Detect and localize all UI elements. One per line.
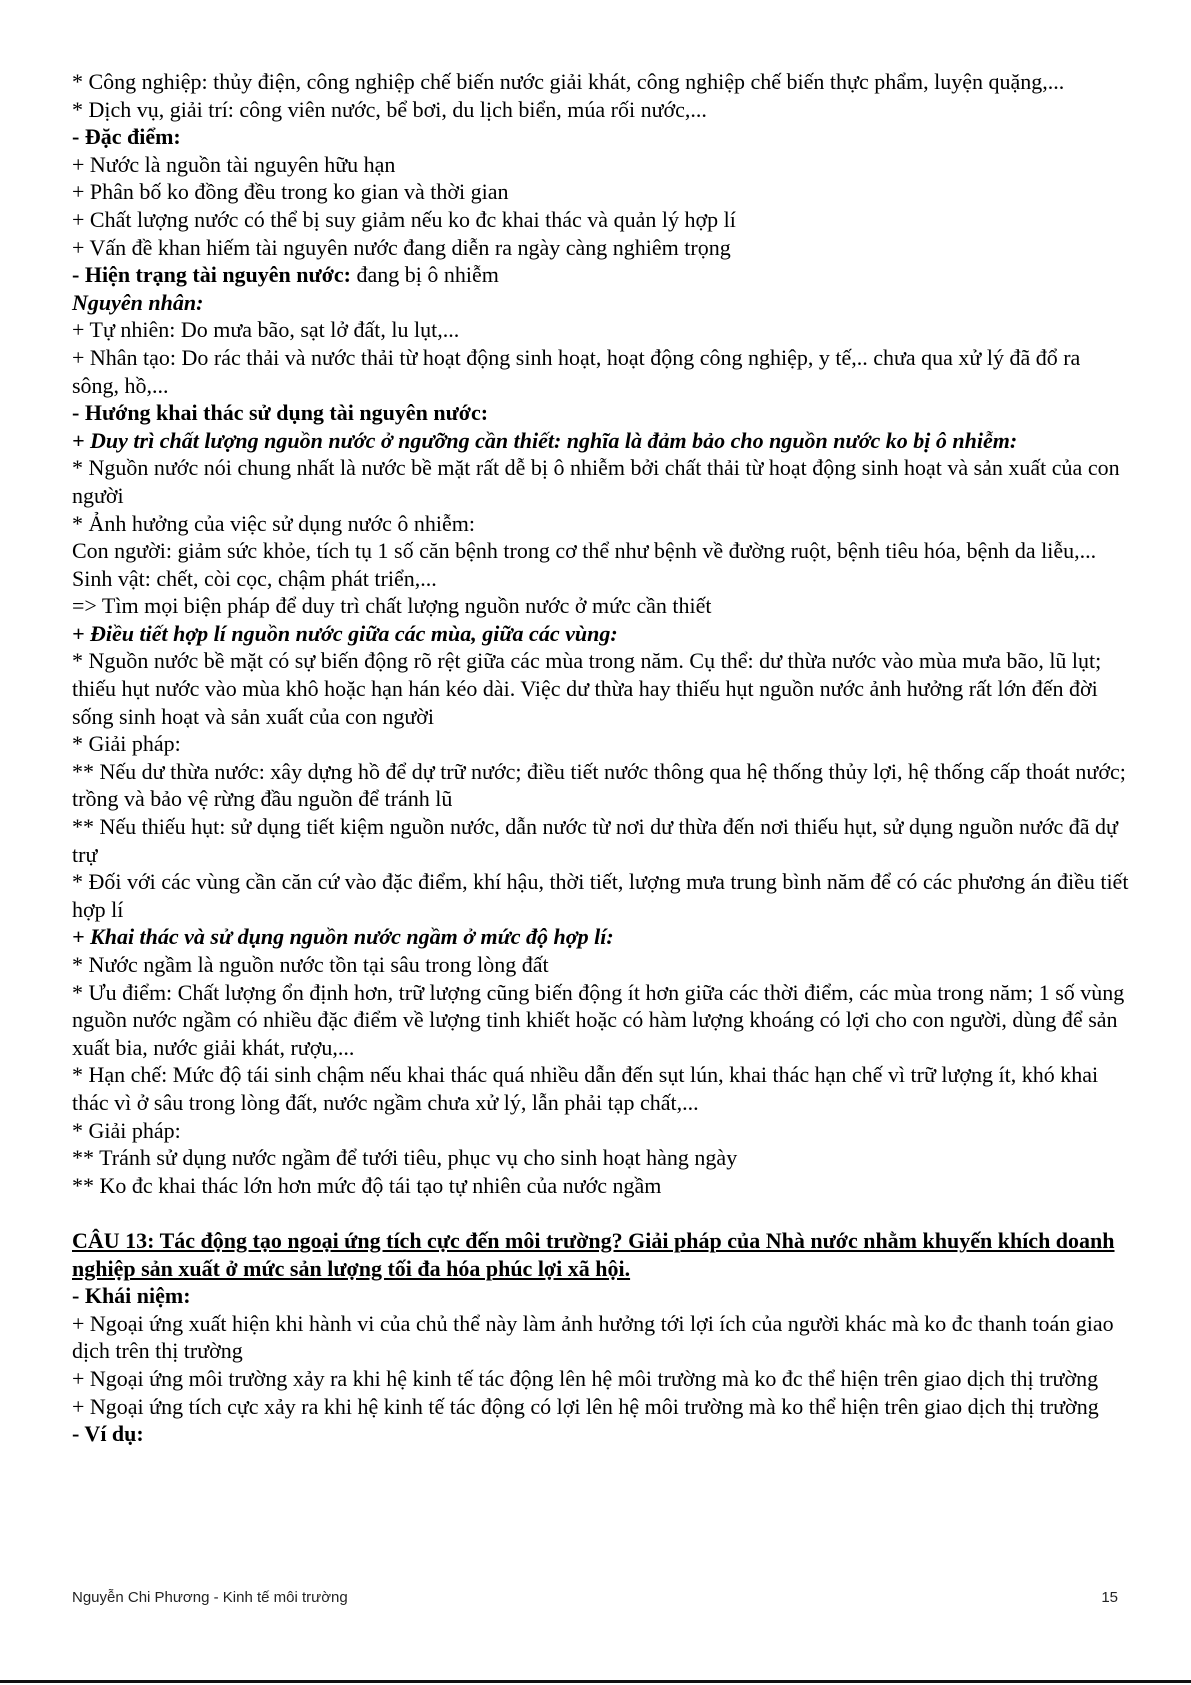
page-number: 15: [1101, 1589, 1118, 1606]
text-line: * Ảnh hưởng của việc sử dụng nước ô nhiễm:: [72, 510, 476, 536]
text-line: + Ngoại ứng xuất hiện khi hành vi của chủ thể này làm ảnh hưởng tới lợi ích của người khác mà ko đc thanh toán giao dịch trên thị trường: [72, 1310, 1114, 1364]
text-line: * Hạn chế: Mức độ tái sinh chậm nếu khai thác quá nhiều dẫn đến sụt lún, khai thác hạn chế vì trữ lượng ít, khó khai thác vì ở sâu trong lòng đất, nước ngầm chưa xử lý, lẫn phải tạp chất,...: [72, 1062, 1099, 1115]
text-line: + Nhân tạo: Do rác thải và nước thải từ hoạt động sinh hoạt, hoạt động công nghiệp, y tế,.. chưa qua xử lý đã đổ ra sông, hồ,...: [72, 344, 1081, 398]
text-line: * Nước ngầm là nguồn nước tồn tại sâu trong lòng đất: [72, 952, 549, 977]
text-line: + Vấn đề khan hiếm tài nguyên nước đang diễn ra ngày càng nghiêm trọng: [72, 234, 731, 260]
text-line: * Nguồn nước nói chung nhất là nước bề mặt rất dễ bị ô nhiễm bởi chất thải từ hoạt động sinh hoạt và sản xuất của con người: [72, 455, 1120, 508]
footer-author: Nguyễn Chi Phương - Kinh tế môi trường: [72, 1589, 348, 1606]
text-line: + Phân bố ko đồng đều trong ko gian và thời gian: [72, 179, 509, 205]
inline-label: - Hiện trạng tài nguyên nước:: [72, 262, 351, 288]
subheading: + Duy trì chất lượng nguồn nước ở ngưỡng cần thiết: nghĩa là đảm bảo cho nguồn nước ko bị ô nhiễm:: [72, 427, 1018, 453]
text-line: * Dịch vụ, giải trí: công viên nước, bể bơi, du lịch biển, múa rối nước,...: [72, 96, 707, 122]
text-line: * Ưu điểm: Chất lượng ổn định hơn, trữ lượng cũng biến động ít hơn giữa các thời điểm, các mùa trong năm; 1 số vùng nguồn nước ngầm có nhiều đặc điểm về lượng tinh khiết hoặc có hàm lượng khoáng có lợi cho con người, dùng để sản xuất bia, nước giải khát, rượu,...: [72, 979, 1125, 1060]
section-heading: - Khái niệm:: [72, 1283, 191, 1309]
subheading: + Khai thác và sử dụng nguồn nước ngầm ở mức độ hợp lí:: [72, 924, 614, 950]
section-heading: - Hướng khai thác sử dụng tài nguyên nước:: [72, 400, 489, 426]
text-line: + Ngoại ứng môi trường xảy ra khi hệ kinh tế tác động lên hệ môi trường mà ko đc thể hiện trên giao dịch thị trường: [72, 1365, 1099, 1391]
text-line: Sinh vật: chết, còi cọc, chậm phát triển,...: [72, 565, 437, 591]
text-line: * Giải pháp:: [72, 731, 181, 757]
text-line: Con người: giảm sức khỏe, tích tụ 1 số căn bệnh trong cơ thể như bệnh về đường ruột, bệnh tiêu hóa, bệnh da liễu,...: [72, 538, 1097, 564]
page-footer: [72, 1589, 1118, 1613]
inline-text: đang bị ô nhiễm: [351, 262, 499, 288]
text-line: => Tìm mọi biện pháp để duy trì chất lượng nguồn nước ở mức cần thiết: [72, 593, 712, 619]
text-line: * Giải pháp:: [72, 1117, 181, 1143]
text-line: ** Ko đc khai thác lớn hơn mức độ tái tạo tự nhiên của nước ngầm: [72, 1172, 662, 1198]
question-heading: CÂU 13: Tác động tạo ngoại ứng tích cực đến môi trường? Giải pháp của Nhà nước nhằm khuyến khích doanh nghiệp sản xuất ở mức sản lượng tối đa hóa phúc lợi xã hội.: [72, 1227, 1115, 1281]
section-heading: - Ví dụ:: [72, 1421, 144, 1447]
section-heading: - Đặc điểm:: [72, 124, 181, 150]
page-body: [72, 68, 1132, 1448]
text-line: ** Nếu thiếu hụt: sử dụng tiết kiệm nguồn nước, dẫn nước từ nơi dư thừa đến nơi thiếu hụt, sử dụng nguồn nước đã dự trự: [72, 814, 1118, 867]
text-line: * Công nghiệp: thủy điện, công nghiệp chế biến nước giải khát, công nghiệp chế biến thực phẩm, luyện quặng,...: [72, 69, 1065, 94]
text-line: * Đối với các vùng cần căn cứ vào đặc điểm, khí hậu, thời tiết, lượng mưa trung bình năm để có các phương án điều tiết hợp lí: [72, 869, 1129, 922]
text-line: + Nước là nguồn tài nguyên hữu hạn: [72, 151, 396, 177]
subheading: + Điều tiết hợp lí nguồn nước giữa các mùa, giữa các vùng:: [72, 620, 618, 646]
text-line: [72, 261, 1132, 289]
text-line: * Nguồn nước bề mặt có sự biến động rõ rệt giữa các mùa trong năm. Cụ thể: dư thừa nước vào mùa mưa bão, lũ lụt; thiếu hụt nước vào mùa khô hoặc hạn hán kéo dài. Việc dư thừa hay thiếu hụt nguồn nước ảnh hưởng rất lớn đến đời sống sinh hoạt và sản xuất của con người: [72, 648, 1102, 729]
text-line: ** Nếu dư thừa nước: xây dựng hồ để dự trữ nước; điều tiết nước thông qua hệ thống thủy lợi, hệ thống cấp thoát nước; trồng và bảo vệ rừng đầu nguồn để tránh lũ: [72, 758, 1126, 812]
text-line: ** Tránh sử dụng nước ngầm để tưới tiêu, phục vụ cho sinh hoạt hàng ngày: [72, 1145, 738, 1171]
text-line: + Ngoại ứng tích cực xảy ra khi hệ kinh tế tác động có lợi lên hệ môi trường mà ko thể hiện trên giao dịch thị trường: [72, 1393, 1099, 1419]
subheading: Nguyên nhân:: [72, 289, 204, 315]
bottom-edge-line: [0, 1680, 1191, 1683]
text-line: + Chất lượng nước có thể bị suy giảm nếu ko đc khai thác và quản lý hợp lí: [72, 206, 736, 232]
text-line: + Tự nhiên: Do mưa bão, sạt lở đất, lu lụt,...: [72, 317, 460, 343]
